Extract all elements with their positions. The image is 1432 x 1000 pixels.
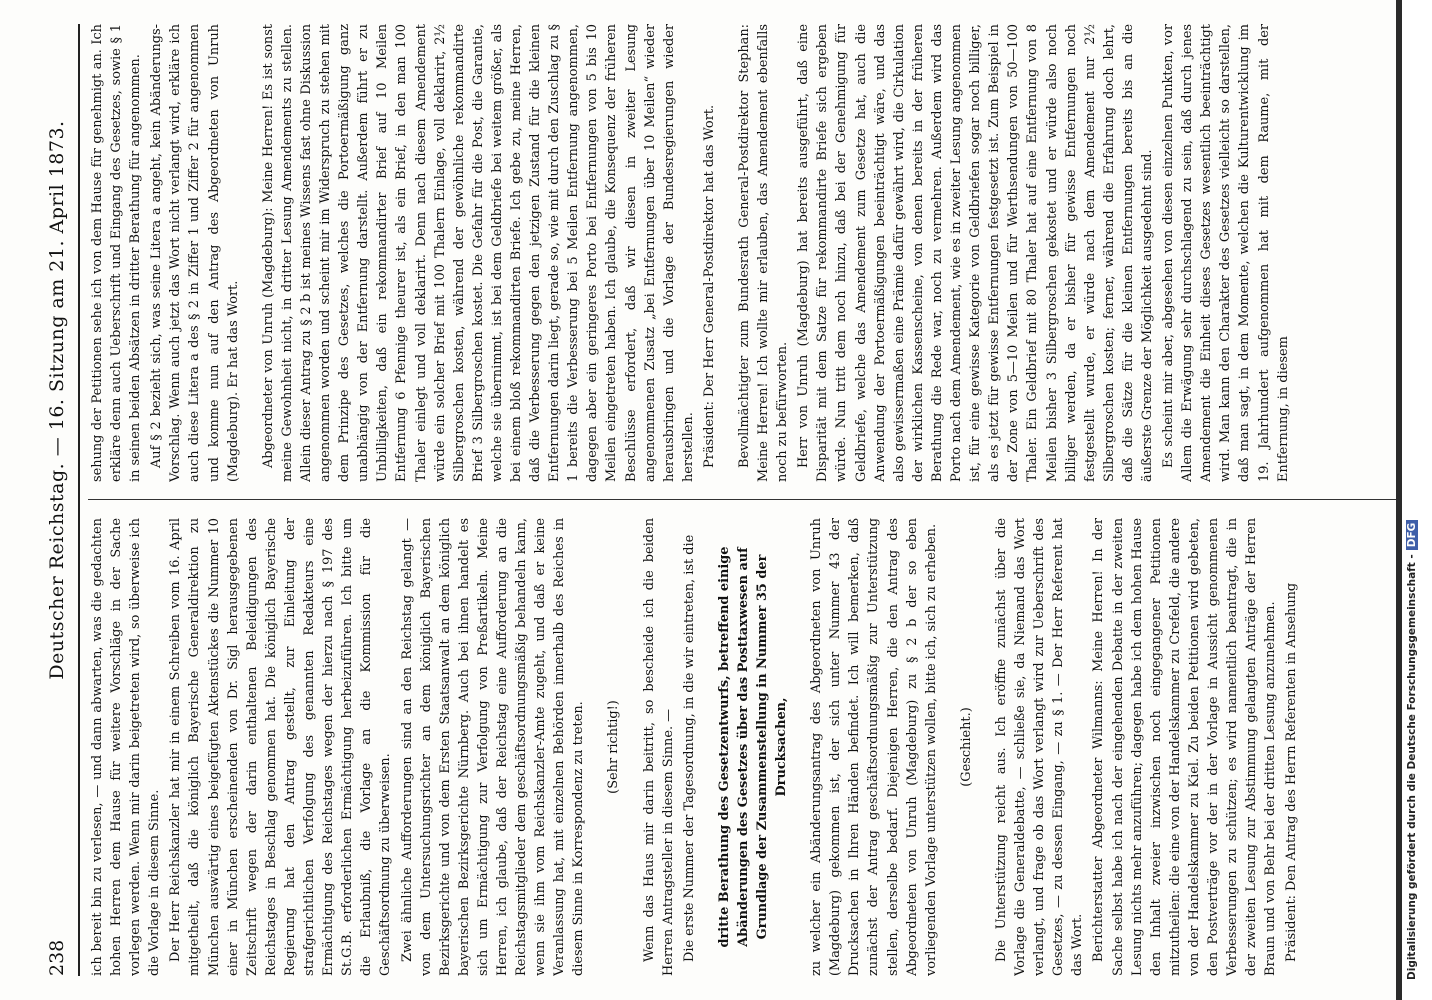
dfg-logo: DFG [1406,520,1418,551]
paragraph: ich bereit bin zu verlesen, — und dann abwarten, was die gedachten hohen Herren dem Hause für weitere Vorschläge in der Sache vorlegen werden. Wenn mir darin beigetreten wird, so überweise ich die Vorlage in diesem Sinne. [90,518,163,976]
paragraph: Präsident: Der Herr General-Postdirektor hat das Wort. [701,104,717,468]
paragraph: Es scheint mir aber, abgesehen von diesen einzelnen Punkten, vor Allem die Erwägung sehr durchschlagend zu sein, daß durch jenes Amendement die Einheit dieses Gesetzes wesentlich beeinträchtigt wird. Man kann den Charakter des Gesetzes vielleicht so darstellen, daß man sagt, in dem Momente, welchen die Kulturentwicklung im 19. Jahrhundert aufgenommen hat mit dem Raume, mit der Entfernung, in diesem [1161,24,1291,482]
column-divider [88,499,1408,500]
paragraph: Präsident: Den Antrag des Herrn Referenten in Ansehung [1284,582,1300,962]
paragraph: Abgeordneter von Unruh (Magdeburg): Meine Herren! Es ist sonst meine Gewohnheit nicht, in dritter Lesung Amendements zu stellen. Allein dieser Antrag zu § 2 b ist meines Wissens fast ohne Diskussion angenommen worden und scheint mir im Widerspruch zu stehen mit dem Prinzipe des Gesetzes, welches die Portoermäßigung ganz unabhängig von der Entfernung darstellt. Außerdem führt er zu Unbilligkeiten, daß ein rekommandirter Brief auf 10 Meilen Entfernung 6 Pfennige theurer ist, als ein Brief, in den man 100 Thaler einlegt und voll deklarirt. Denn nach diesem Amendement würde ein solcher Brief mit 100 Thalern Einlage, voll deklarirt, 2½ Silbergroschen kosten, während der gewöhnliche rekommandirte Brief 3 Silbergroschen kostet. Die Gefahr für die Post, die Garantie, welche sie übernimmt, ist bei dem Geldbriefe bei weitem größer, als bei einem bloß rekommandirten Briefe. Ich gebe zu, meine Herren, daß die Verbesserung gegen den jetzigen Zustand für die kleinen Entfernungen darin liegt, gerade so, wie mit durch den Zuschlag zu § 1 bereits die Verbesserung bei 5 Meilen Entfernung angenommen, dagegen aber ein geringeres Porto bei Entfernungen von 5 bis 10 Meilen eingetreten haben. Ich glaube, die Konsequenz der früheren Beschlüsse erfordert, daß wir diesen in zweiter Lesung angenommenen Zusatz „bei Entfernungen über 10 Meilen“ wieder herausbringen und die Vorlage der Bundesregierungen wieder herstellen. [260,24,696,482]
paragraph: Bevollmächtigter zum Bundesrath General-Postdirektor Stephan: Meine Herren! Ich wollte mir erlauben, das Amendement ebenfalls noch zu befürworten. [737,24,791,482]
interjection: (Geschieht.) [958,707,974,787]
page-title: Deutscher Reichstag. — 16. Sitzung am 21. April 1873. [46,120,68,680]
paragraph: zu welcher ein Abänderungsantrag des Abgeordneten von Unruh (Magdeburg) gekommen ist, der sich unter Nummer 43 der Drucksachen in Ihren Händen befindet. Ich will bemerken, daß zunächst der Antrag geschäftsordnungsmäßig zur Unterstützung stellen, derselbe bedarf. Diejenigen Herren, die den Antrag des Abgeordneten von Unruh (Magdeburg) zu § 2 b der so eben vorliegenden Vorlage unterstützen wollen, bitte ich, sich zu erheben. [809,518,939,976]
rotated-document-page [16,0,1416,1000]
agenda-item-heading: dritte Berathung des Gesetzentwurfs, betreffend einige Abänderungen des Gesetzes über das Posttaxwesen auf Grundlage der Zusammenstellung in Nummer 35 der Drucksachen, [716,546,790,948]
paragraph: Der Herr Reichskanzler hat mir in einem Schreiben vom 16. April mitgetheilt, daß die königlich Bayerische Generaldirektion zu München auswärtig eines beigefügten Aktenstückes die Nummer 10 einer in München erscheinenden von Dr. Sigl herausgegebenen Zeitschrift wegen der darin enthaltenen Beleidigungen des Reichstages in Beschlag genommen hat. Die königlich Bayerische Regierung hat den Antrag gestellt, zur Einleitung der strafgerichtlichen Verfolgung des genannten Redakteurs eine Ermächtigung des Reichstages wegen der hierzu nach § 197 des St.G.B. erforderlichen Ermächtigung herbeizuführen. Ich bitte um die Erlaubniß, die Vorlage an die Kommission für die Geschäftsordnung zu überweisen. [168,518,394,976]
paragraph: Auf § 2 bezieht sich, was seine Litera a angeht, kein Abänderungs-Vorschlag. Wenn auch jetzt das Wort nicht verlangt wird, erkläre ich auch diese Litera a des § 2 in Ziffer 1 und Ziffer 2 für angenommen und komme nun auf den Antrag des Abgeordneten von Unruh (Magdeburg). Er hat das Wort. [149,24,241,482]
page-number: 238 [46,939,68,976]
paragraph: Die erste Nummer der Tagesordnung, in die wir eintreten, ist die [681,534,697,962]
digitization-sidebar [1396,0,1432,1000]
scan-shadow [1396,0,1402,1000]
left-column [88,518,1408,976]
interjection: (Sehr richtig!) [606,700,622,794]
paragraph: Die Unterstützung reicht aus. Ich eröffne zunächst über die Vorlage die Generaldebatte, — schließe sie, da Niemand das Wort verlangt, und frage ob das Wort verlangt wird zur Ueberschrift des Gesetzes, — zu dessen Eingang, — zu § 1. — Der Herr Referent hat das Wort. [993,518,1086,976]
paragraph: sehung der Petitionen sehe ich von dem Hause für genehmigt an. Ich erkläre denn auch Ueberschrift und Eingang des Gesetzes, sowie § 1 in seinen beiden Absätzen in dritter Berathung für angenommen. [90,24,144,482]
page-header [40,24,80,976]
paragraph: Zwei ähnliche Aufforderungen sind an den Reichstag gelangt — von dem Untersuchungsrichter an dem königlich Bayerischen Bezirksgerichte und von dem Ersten Staatsanwalt an dem königlich bayerischen Bezirksgerichte Nürnberg. Auch bei ihnen handelt es sich um Ermächtigung zur Verfolgung von Preßartikeln. Meine Herren, ich glaube, daß der Reichstag eine Aufforderung an die Reichstagsmitglieder dem geschäftsordnungsmäßig behandeln kann, wenn sie ihm vom Reichskanzler-Amte zugeht, und daß er keine Veranlassung hat, mit einzelnen Behörden innerhalb des Reiches in diesem Sinne in Korrespondenz zu treten. [399,518,587,976]
paragraph: Herr von Unruh (Magdeburg) hat bereits ausgeführt, daß eine Disparität mit dem Satze für rekommandirte Briefe sich ergeben würde. Nun tritt dem noch hinzu, daß bei der Genehmigung für Geldbriefe, welche das Amendement zum Gesetze hat, auch die Anwendung der Portoermäßigungen beeinträchtigt wäre, und das also gewissermaßen eine Prämie dafür gewährt wird, die Cirkulation der wirklichen Kassenscheine, von denen bereits in der früheren Berathung die Rede war, noch zu vermehren. Außerdem wird das Porto nach dem Amendement, wie es in zweiter Lesung angenommen ist, für eine gewisse Kategorie von Geldbriefen sogar noch billiger, als es jetzt für gewisse Entfernungen festgesetzt ist. Zum Beispiel in der Zone von 5—10 Meilen und für Werthsendungen von 50—100 Thaler. Ein Geldbrief mit 80 Thaler hat auf eine Entfernung von 8 Meilen bisher 3 Silbergroschen gekostet und er würde also noch billiger werden, da er bisher für gewisse Entfernungen noch festgestellt wurde, er würde nach dem Amendement nur 2½ Silbergroschen kosten; ferner, während die Erfahrung doch lehrt, daß die Sätze für die kleinen Entfernungen bereits bis an die äußerste Grenze der Möglichkeit ausgedehnt sind. [796,24,1155,482]
right-column [88,24,1408,482]
paragraph: Berichterstatter Abgeordneter Wilmanns: Meine Herren! In der Sache selbst habe ich nach der eingehenden Debatte in der zweiten Lesung nichts mehr anzuführen; dagegen habe ich dem hohen Hause den Inhalt zweier inzwischen noch eingegangener Petitionen mitzutheilen: die eine von der Handelskammer zu Crefeld, die andere von der Handelskammer zu Kiel. Zu beiden Petitionen wird gebeten, den Postverträge vor der in der Vorlage in Aussicht genommenen Verbesserungen zu schützen; es wird namentlich beantragt, die in der zweiten Lesung zur Abstimmung gelangten Anträge der Herren Braun und von Behr bei der dritten Lesung anzunehmen. [1091,518,1279,976]
funding-credit [1406,10,1428,980]
header-rule [78,24,80,976]
paragraph: Wenn das Haus mir darin beitritt, so bescheide ich die beiden Herren Antragsteller in diesem Sinne. — [641,518,676,976]
credit-text: Digitalisierung gefördert durch die Deutsche Forschungsgemeinschaft - [1406,554,1418,980]
